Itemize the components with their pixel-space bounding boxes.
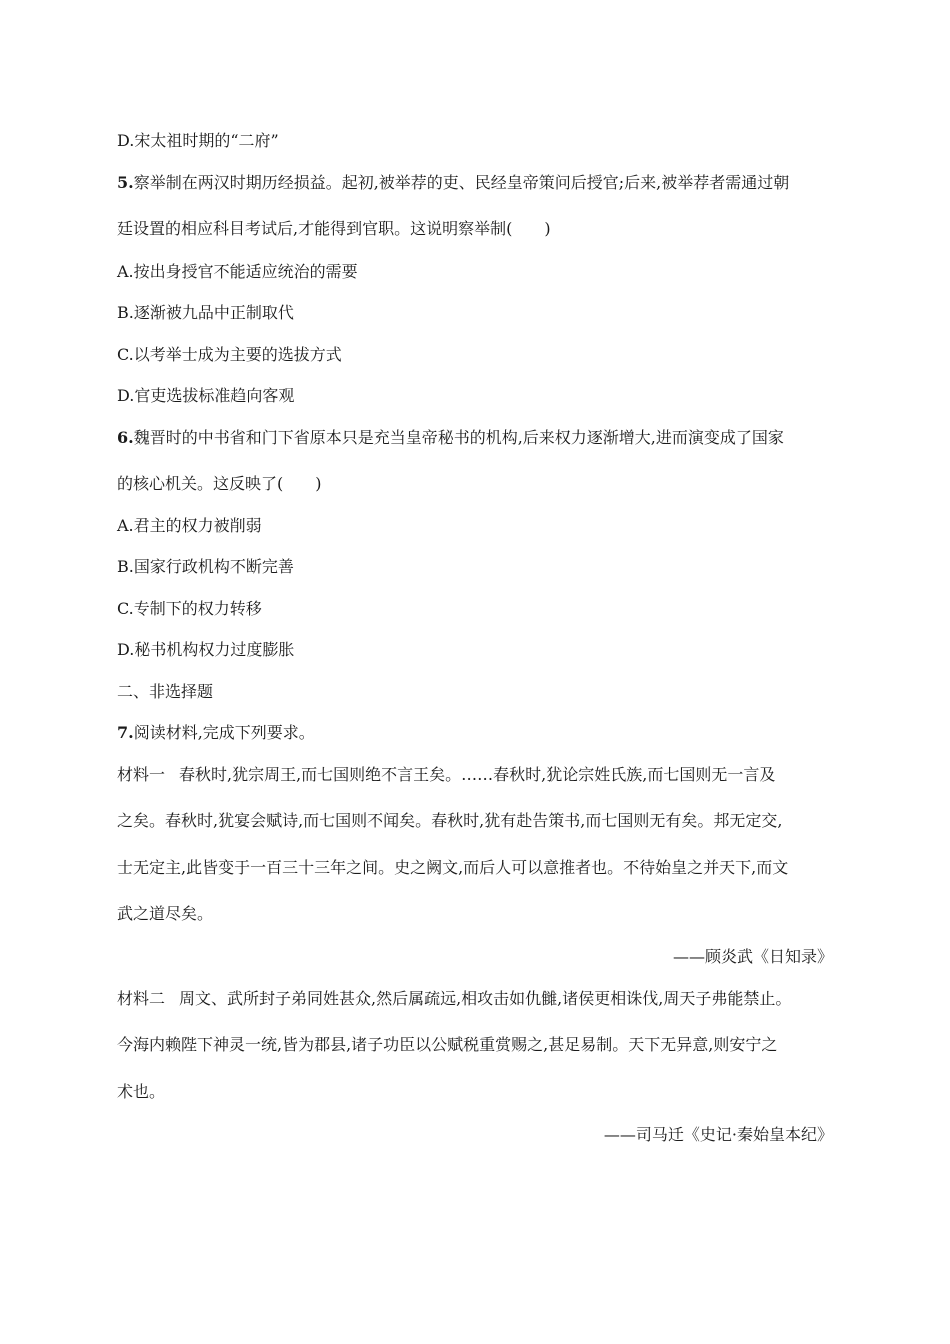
q6-number: 6.: [117, 428, 134, 447]
q6-stem-line2: 的核心机关。这反映了( ): [117, 474, 322, 493]
q5-option-b: B.逐渐被九品中正制取代: [117, 303, 294, 322]
material2-text1: 周文、武所封子弟同姓甚众,然后属疏远,相攻击如仇雠,诸侯更相诛伐,周天子弗能禁止。: [179, 989, 792, 1008]
q5-stem-text1: 察举制在两汉时期历经损益。起初,被举荐的吏、民经皇帝策问后授官;后来,被举荐者需通过朝: [133, 173, 790, 192]
q6-option-b: B.国家行政机构不断完善: [117, 557, 294, 576]
q5-option-a: A.按出身授官不能适应统治的需要: [117, 262, 358, 281]
q7-stem: [117, 722, 833, 744]
material2-line1: [117, 988, 833, 1010]
q5-stem-line2: 廷设置的相应科目考试后,才能得到官职。这说明察举制( ): [117, 219, 551, 238]
q6-option-d: D.秘书机构权力过度膨胀: [117, 640, 295, 659]
q5-number: 5.: [117, 173, 134, 192]
material2-source: ——司马迁《史记·秦始皇本纪》: [603, 1125, 833, 1144]
q6-option-c: C.专制下的权力转移: [117, 599, 262, 618]
q7-number: 7.: [117, 723, 134, 742]
material2-line3: 术也。: [117, 1082, 166, 1101]
q6-stem-text1: 魏晋时的中书省和门下省原本只是充当皇帝秘书的机构,后来权力逐渐增大,进而演变成了国家: [133, 428, 784, 447]
material1-label: 材料一: [117, 765, 166, 784]
q6-stem-line1: [117, 427, 833, 449]
q5-option-c: C.以考举士成为主要的选拔方式: [117, 345, 342, 364]
material1-line3: 士无定主,此皆变于一百三十三年之间。史之阙文,而后人可以意推者也。不待始皇之并天下,而文: [117, 858, 789, 877]
material2-label: 材料二: [117, 989, 166, 1008]
q7-stem-text: 阅读材料,完成下列要求。: [133, 723, 315, 742]
material1-line1: [117, 764, 833, 786]
material1-text1: 春秋时,犹宗周王,而七国则绝不言王矣。……春秋时,犹论宗姓氏族,而七国则无一言及: [179, 765, 776, 784]
material2-line2: 今海内赖陛下神灵一统,皆为郡县,诸子功臣以公赋税重赏赐之,甚足易制。天下无异意,则安宁之: [117, 1035, 778, 1054]
q4-option-d: D.宋太祖时期的“二府”: [117, 131, 279, 150]
material1-line2: 之矣。春秋时,犹宴会赋诗,而七国则不闻矣。春秋时,犹有赴告策书,而七国则无有矣。邦无定交,: [117, 811, 783, 830]
section-heading-nonchoice: 二、非选择题: [117, 682, 214, 701]
q6-option-a: A.君主的权力被削弱: [117, 516, 262, 535]
material1-source: ——顾炎武《日知录》: [672, 947, 833, 966]
q5-stem-line1: [117, 172, 833, 194]
material1-line4: 武之道尽矣。: [117, 904, 214, 923]
q5-option-d: D.官吏选拔标准趋向客观: [117, 386, 295, 405]
